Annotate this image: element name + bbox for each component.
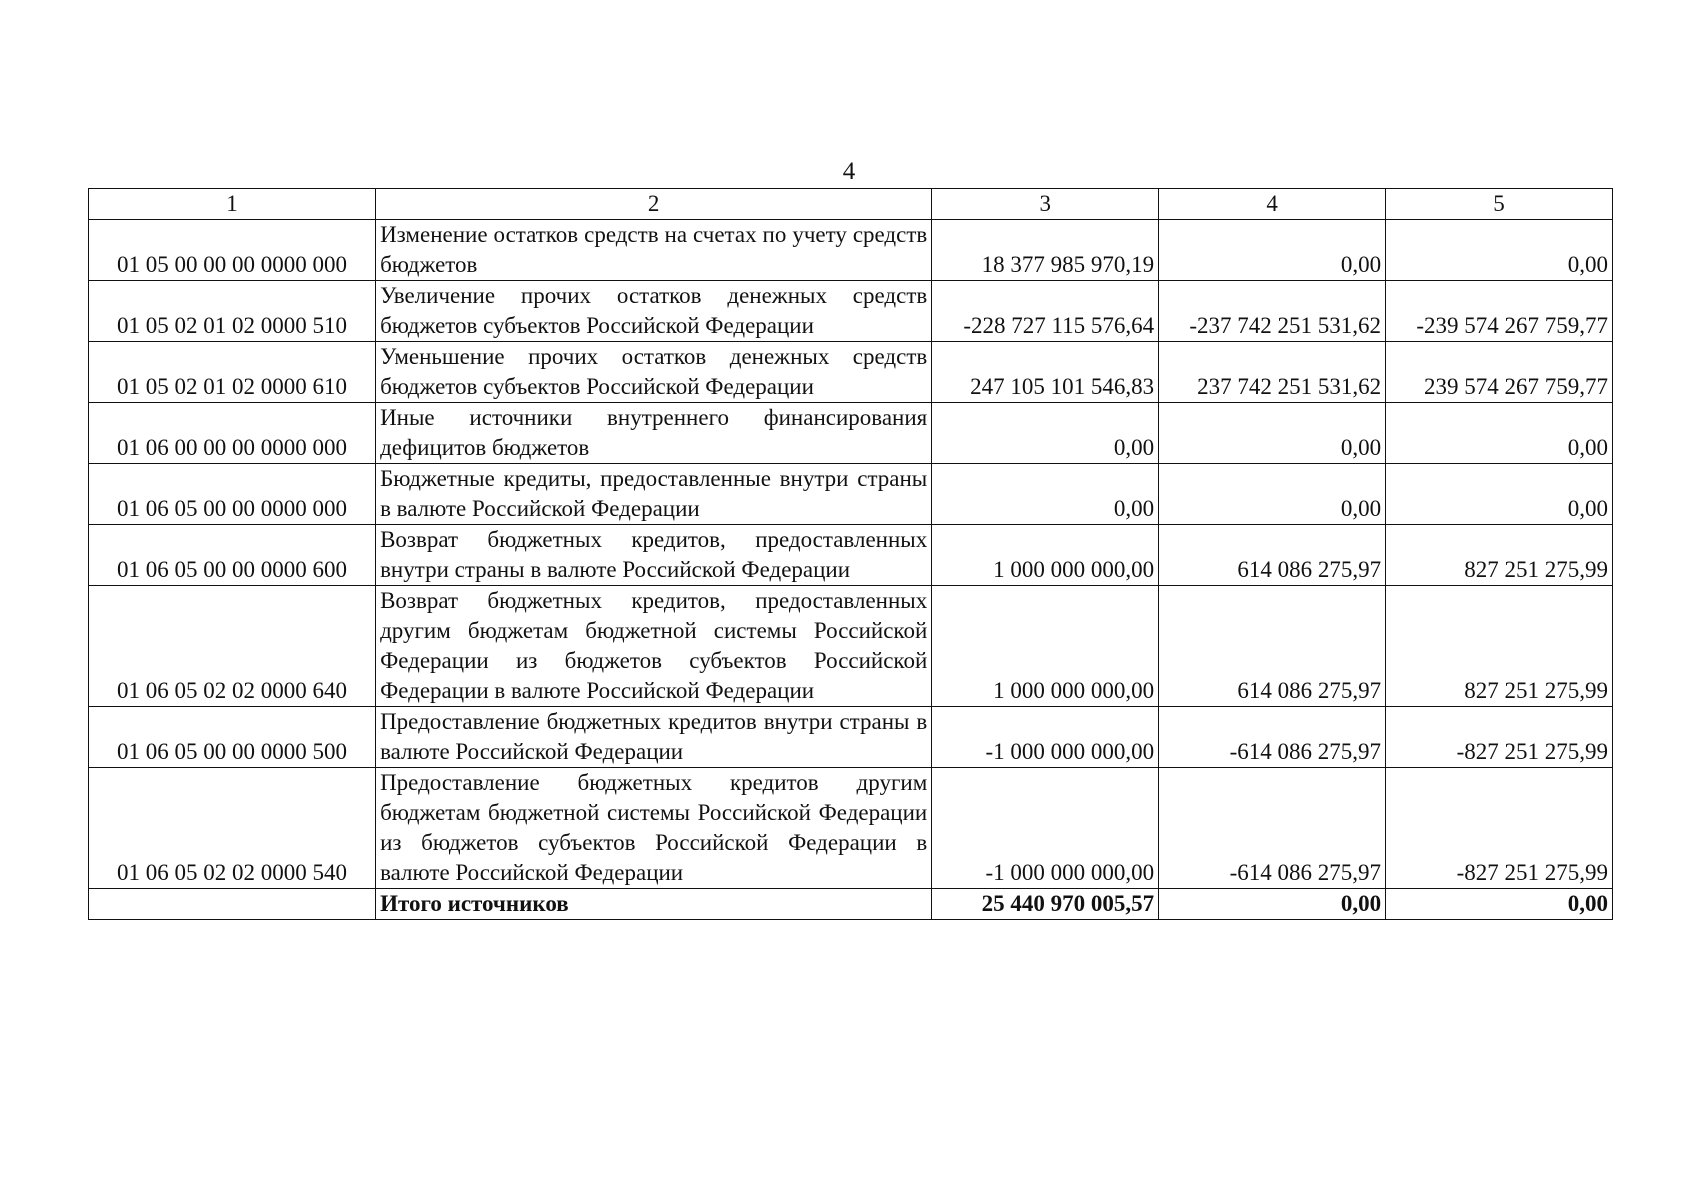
description-cell: Возврат бюджетных кредитов, предоставленных другим бюджетам бюджетной системы Российской Федерации из бюджетов субъектов Российской Федерации в валюте Российской Федерации — [376, 586, 932, 707]
budget-code-cell: 01 06 05 00 00 0000 000 — [89, 464, 376, 525]
total-row — [89, 889, 1613, 920]
amount-cell: 0,00 — [932, 403, 1159, 464]
amount-cell: 1 000 000 000,00 — [932, 525, 1159, 586]
table-row — [89, 707, 1613, 768]
amount-cell: -239 574 267 759,77 — [1386, 281, 1613, 342]
table-row — [89, 586, 1613, 707]
amount-cell: -228 727 115 576,64 — [932, 281, 1159, 342]
amount-cell: -1 000 000 000,00 — [932, 768, 1159, 889]
amount-cell: 0,00 — [932, 464, 1159, 525]
amount-cell: 827 251 275,99 — [1386, 586, 1613, 707]
table-row — [89, 464, 1613, 525]
amount-cell: 18 377 985 970,19 — [932, 220, 1159, 281]
table-row — [89, 281, 1613, 342]
description-cell: Иные источники внутреннего финансирования дефицитов бюджетов — [376, 403, 932, 464]
total-label-cell: Итого источников — [376, 889, 932, 920]
amount-cell: -614 086 275,97 — [1159, 768, 1386, 889]
table-row — [89, 403, 1613, 464]
header-row — [89, 189, 1613, 220]
description-cell: Уменьшение прочих остатков денежных средств бюджетов субъектов Российской Федерации — [376, 342, 932, 403]
page-number: 4 — [842, 158, 856, 185]
amount-cell: -827 251 275,99 — [1386, 707, 1613, 768]
description-cell: Бюджетные кредиты, предоставленные внутри страны в валюте Российской Федерации — [376, 464, 932, 525]
amount-cell: 0,00 — [1159, 220, 1386, 281]
budget-code-cell — [89, 889, 376, 920]
amount-cell: 1 000 000 000,00 — [932, 586, 1159, 707]
amount-cell: -237 742 251 531,62 — [1159, 281, 1386, 342]
amount-cell: 0,00 — [1386, 464, 1613, 525]
column-header: 3 — [932, 189, 1159, 220]
amount-cell: 0,00 — [1386, 403, 1613, 464]
total-amount-cell: 0,00 — [1159, 889, 1386, 920]
amount-cell: 614 086 275,97 — [1159, 525, 1386, 586]
amount-cell: 827 251 275,99 — [1386, 525, 1613, 586]
budget-sources-table — [88, 188, 1613, 920]
amount-cell: 0,00 — [1159, 464, 1386, 525]
column-header: 5 — [1386, 189, 1613, 220]
description-cell: Предоставление бюджетных кредитов внутри страны в валюте Российской Федерации — [376, 707, 932, 768]
amount-cell: 247 105 101 546,83 — [932, 342, 1159, 403]
column-header: 2 — [376, 189, 932, 220]
budget-code-cell: 01 05 02 01 02 0000 510 — [89, 281, 376, 342]
budget-code-cell: 01 06 05 00 00 0000 500 — [89, 707, 376, 768]
table-row — [89, 342, 1613, 403]
table-row — [89, 220, 1613, 281]
amount-cell: 239 574 267 759,77 — [1386, 342, 1613, 403]
total-amount-cell: 0,00 — [1386, 889, 1613, 920]
description-cell: Возврат бюджетных кредитов, предоставленных внутри страны в валюте Российской Федерации — [376, 525, 932, 586]
description-cell: Предоставление бюджетных кредитов другим бюджетам бюджетной системы Российской Федерации из бюджетов субъектов Российской Федерации в валюте Российской Федерации — [376, 768, 932, 889]
column-header: 1 — [89, 189, 376, 220]
budget-code-cell: 01 05 02 01 02 0000 610 — [89, 342, 376, 403]
table-row — [89, 768, 1613, 889]
budget-code-cell: 01 06 05 02 02 0000 540 — [89, 768, 376, 889]
table-row — [89, 525, 1613, 586]
amount-cell: 0,00 — [1159, 403, 1386, 464]
amount-cell: 0,00 — [1386, 220, 1613, 281]
total-amount-cell: 25 440 970 005,57 — [932, 889, 1159, 920]
amount-cell: -1 000 000 000,00 — [932, 707, 1159, 768]
budget-code-cell: 01 06 05 02 02 0000 640 — [89, 586, 376, 707]
description-cell: Увеличение прочих остатков денежных средств бюджетов субъектов Российской Федерации — [376, 281, 932, 342]
description-cell: Изменение остатков средств на счетах по учету средств бюджетов — [376, 220, 932, 281]
budget-code-cell: 01 06 00 00 00 0000 000 — [89, 403, 376, 464]
column-header: 4 — [1159, 189, 1386, 220]
budget-code-cell: 01 06 05 00 00 0000 600 — [89, 525, 376, 586]
budget-code-cell: 01 05 00 00 00 0000 000 — [89, 220, 376, 281]
amount-cell: -827 251 275,99 — [1386, 768, 1613, 889]
amount-cell: 614 086 275,97 — [1159, 586, 1386, 707]
amount-cell: -614 086 275,97 — [1159, 707, 1386, 768]
amount-cell: 237 742 251 531,62 — [1159, 342, 1386, 403]
